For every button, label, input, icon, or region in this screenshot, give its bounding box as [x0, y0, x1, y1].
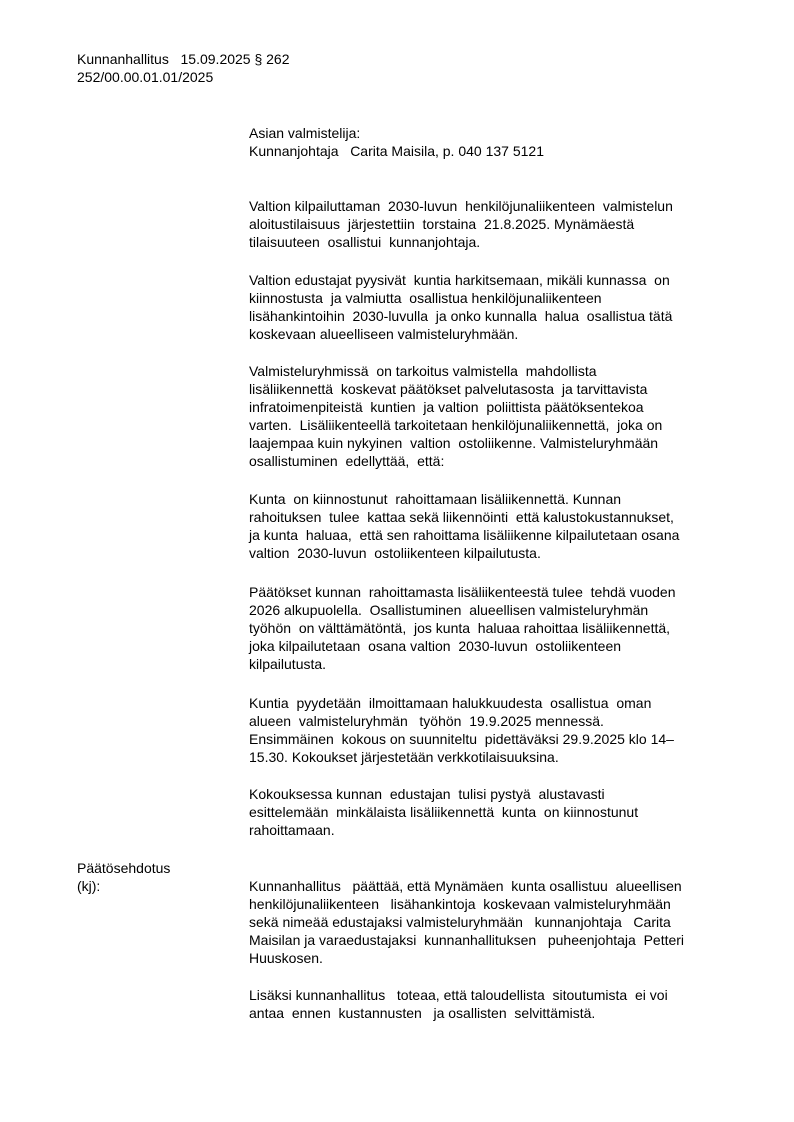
text-line: henkilöjunaliikenteen lisähankintoja koskevaan valmisteluryhmään — [249, 896, 671, 912]
paragraph-7 — [249, 785, 749, 839]
text-line: laajempaa kuin nykyinen valtion ostoliikenne. Valmisteluryhmään — [249, 435, 659, 451]
text-line: antaa ennen kustannusten ja osallisten selvittämistä. — [249, 1005, 596, 1021]
preparer-name: Kunnanjohtaja Carita Maisila, p. 040 137 5121 — [249, 143, 544, 159]
text-line: koskevaan alueelliseen valmisteluryhmään. — [249, 326, 519, 342]
record-number: 252/00.00.01.01/2025 — [77, 69, 214, 85]
text-line: joka kilpailutetaan osana valtion 2030-luvun ostoliikenteen — [249, 638, 622, 654]
text-line: 15.30. Kokoukset järjestetään verkkotilaisuuksina. — [249, 749, 559, 765]
document-header — [77, 50, 290, 86]
text-line: rahoittamaan. — [249, 822, 335, 838]
text-line: alueen valmisteluryhmän työhön 19.9.2025 mennessä. — [249, 713, 604, 729]
text-line: esittelemään minkälaista lisäliikennettä kunta on kiinnostunut — [249, 804, 639, 820]
text-line: Päätökset kunnan rahoittamasta lisäliikenteestä tulee tehdä vuoden — [249, 584, 676, 600]
text-line: osallistuminen edellyttää, että: — [249, 453, 445, 469]
text-line: työhön on välttämätöntä, jos kunta haluaa rahoittaa lisäliikennettä, — [249, 620, 671, 636]
text-line: kilpailutusta. — [249, 656, 327, 672]
text-line: Kunnanhallitus päättää, että Mynämäen kunta osallistuu alueellisen — [249, 878, 682, 894]
text-line: kiinnostusta ja valmiutta osallistua henkilöjunaliikenteen — [249, 290, 602, 306]
text-line: infratoimenpiteistä kuntien ja valtion poliittista päätöksentekoa — [249, 399, 644, 415]
paragraph-3 — [249, 362, 749, 470]
text-line: varten. Lisäliikenteellä tarkoitetaan henkilöjunaliikennettä, joka on — [249, 417, 663, 433]
text-line: 2026 alkupuolella. Osallistuminen alueellisen valmisteluryhmän — [249, 602, 649, 618]
text-line: Maisilan ja varaedustajaksi kunnanhallituksen puheenjohtaja Petteri — [249, 932, 685, 948]
paragraph-6 — [249, 694, 749, 766]
text-line: aloitustilaisuus järjestettiin torstaina 21.8.2025. Mynämäestä — [249, 216, 635, 232]
text-line: valtion 2030-luvun ostoliikenteen kilpailutusta. — [249, 545, 541, 561]
paragraph-4 — [249, 490, 749, 562]
text-line: Kokouksessa kunnan edustajan tulisi pystyä alustavasti — [249, 786, 605, 802]
proposal-paragraph-1 — [249, 877, 749, 967]
text-line: Kuntia pyydetään ilmoittamaan halukkuudesta osallistua oman — [249, 695, 652, 711]
text-line: Valmisteluryhmissä on tarkoitus valmistella mahdollista — [249, 363, 597, 379]
proposal-label: Päätösehdotus — [77, 860, 171, 876]
text-line: Lisäksi kunnanhallitus toteaa, että taloudellista sitoutumista ei voi — [249, 987, 668, 1003]
preparer-label: Asian valmistelija: — [249, 125, 361, 141]
proposal-label-suffix: (kj): — [77, 878, 101, 894]
proposal-paragraph-2 — [249, 986, 749, 1022]
paragraph-2 — [249, 271, 749, 343]
paragraph-1 — [249, 197, 749, 251]
text-line: Huuskosen. — [249, 950, 323, 966]
text-line: Ensimmäinen kokous on suunniteltu pidettäväksi 29.9.2025 klo 14– — [249, 731, 674, 747]
text-line: lisähankintoihin 2030-luvulla ja onko kunnalla halua osallistua tätä — [249, 308, 673, 324]
text-line: rahoituksen tulee kattaa sekä liikennöinti että kalustokustannukset, — [249, 509, 674, 525]
text-line: lisäliikennettä koskevat päätökset palvelutasosta ja tarvittavista — [249, 381, 648, 397]
text-line: Kunta on kiinnostunut rahoittamaan lisäliikennettä. Kunnan — [249, 491, 622, 507]
text-line: ja kunta haluaa, että sen rahoittama lisäliikenne kilpailutetaan osana — [249, 527, 680, 543]
text-line: Valtion edustajat pyysivät kuntia harkitsemaan, mikäli kunnassa on — [249, 272, 670, 288]
preparer-block — [249, 124, 749, 160]
text-line: Valtion kilpailuttaman 2030-luvun henkilöjunaliikenteen valmistelun — [249, 198, 673, 214]
paragraph-5 — [249, 583, 749, 673]
text-line: sekä nimeää edustajaksi valmisteluryhmään kunnanjohtaja Carita — [249, 914, 671, 930]
text-line: tilaisuuteen osallistui kunnanjohtaja. — [249, 234, 481, 250]
meeting-reference: Kunnanhallitus 15.09.2025 § 262 — [77, 51, 290, 67]
